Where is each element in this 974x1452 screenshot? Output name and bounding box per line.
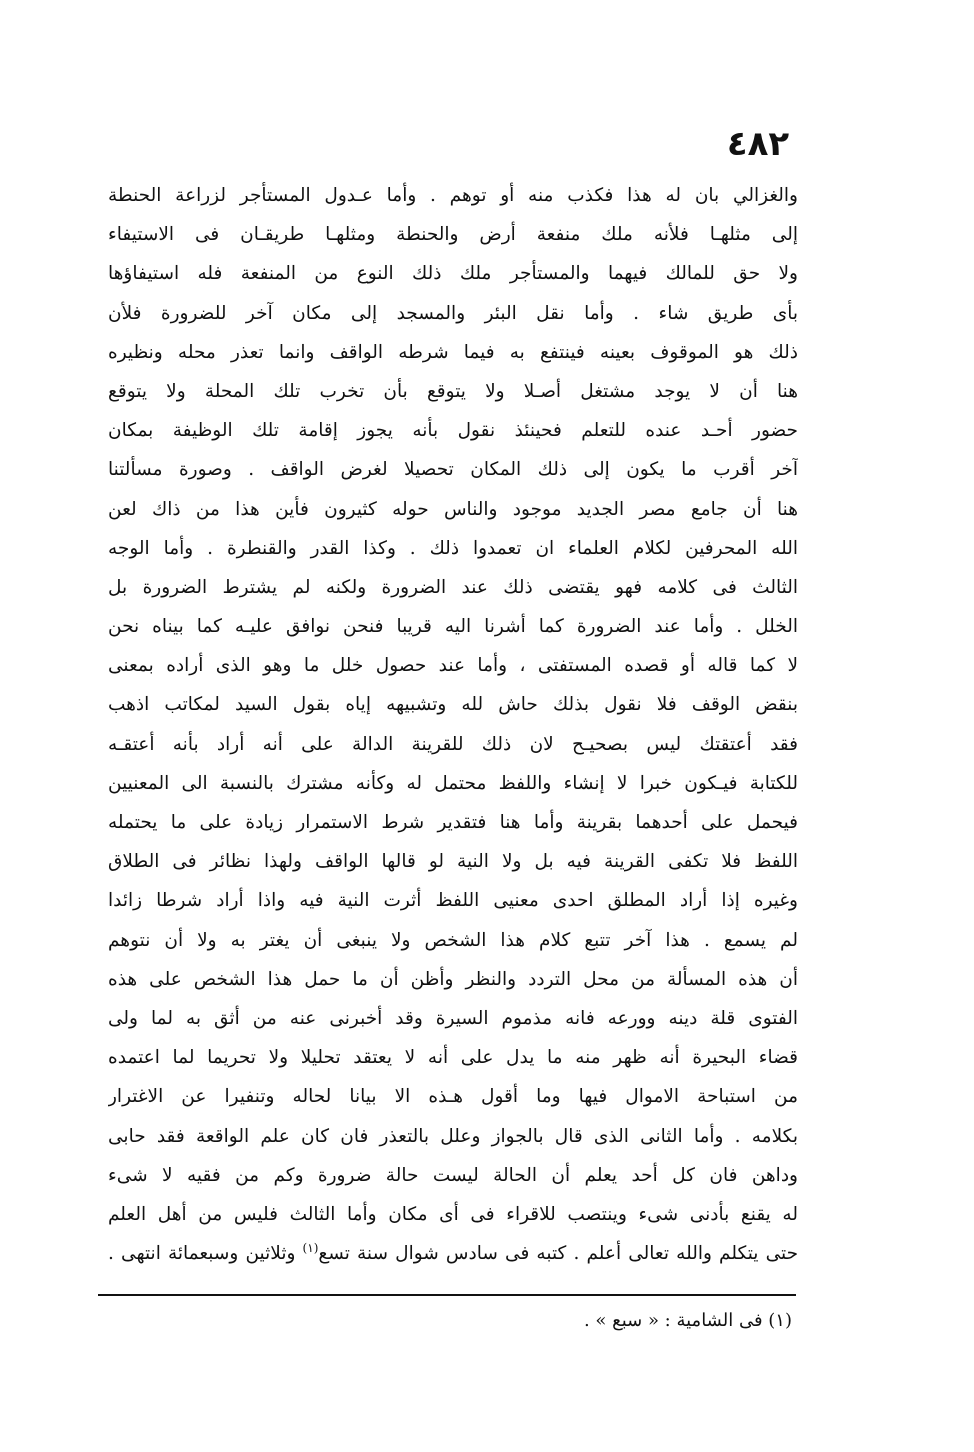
text-line: بأى طريق شاء . وأما نقل البئر والمسجد إلى مكان آخر للضرورة فلأن <box>108 302 798 324</box>
text-line: إلى مثلهـا فلأنه ملك منفعة أرض والحنطة ومثلهـا طريقـان فى الاستيفاء <box>108 224 798 246</box>
text-line: وداهن فان كل أحد يعلم أن الحالة ليست حالة ضرورة وكم من فقيه لا شىء <box>108 1164 798 1186</box>
text-line: الله المحرفين لكلام العلماء ان تعمدوا ذلك . وكذا القدر والقنطرة . وأما الوجه <box>108 537 798 559</box>
text-line: ذلك هو الموقوف بعينه فينتفع به فيما شرطه الواقف وانما تعذر محله ونظيره <box>108 341 798 363</box>
text-line: بكلامه . وأما الثانى الذى قال بالجواز وعلل بالتعذر فان كان علم الواقعة فقد حابى <box>108 1125 798 1147</box>
text-line: الفتوى قلة دينه وورعه فانه مذموم السيرة وقد أخبرنى عنه من أثق به لما ولى <box>108 1007 798 1029</box>
text-line: بنقض الوقف فلا نقول بذلك حاش لله وتشبيهه إياه بقول السيد لمكاتب اذهب <box>108 694 798 716</box>
text-line: آخر أقرب ما يكون إلى ذلك المكان تحصيلا لغرض الواقف . وصورة مسألتنا <box>108 459 798 481</box>
text-line: حضور أحـد عنده للتعلم فحينئذ نقول بأنه يجوز إقامة تلك الوظيفة بمكان <box>108 420 798 442</box>
final-line-start: حتى يتكلم والله تعالى أعلم . كتبه فى سادس شوال سنة تسع <box>318 1243 798 1265</box>
text-line: وغيره إذا أراد المطلق احدى معنيى اللفظ أثرت النية فيه واذا أراد شرطا زائدا <box>108 890 798 912</box>
text-line: لم يسمع . هذا آخر تتبع كلام هذا الشخص ولا ينبغى أن يغتر به ولا أن نتوهم <box>108 929 798 951</box>
final-line-end: وثلاثين وسبعمائة انتهى . <box>108 1243 303 1265</box>
text-line: أن هذه المسألة من محل التردد والنظر وأظن أن ما حمل هذا الشخص على هذه <box>108 968 798 990</box>
text-line: اللفظ فلا تكفى القرينة فيه بل ولا النية لو قالها الواقف ولهذا نظائر فى الطلاق <box>108 851 798 873</box>
text-line: لا كما قاله أو قصده المستفتى ، وأما عند حصول خلل ما وهو الذى أراده بمعنى <box>108 655 798 677</box>
text-line: هنا أن لا يوجد مشتغل أصـلا ولا يتوقع بأن تخرب تلك المحلة ولا يتوقع <box>108 380 798 402</box>
text-line: ولا حق للمالك فيهما والمستأجر ملك ذلك النوع من المنفعة فله استيفاؤها <box>108 263 798 285</box>
text-line: فيحمل على أحدهما بقرينة وأما هنا فتقدير شرط الاستمرار زيادة على ما يحتمله <box>108 812 798 833</box>
text-line: قضاء البحيرة أنه ظهر منه ما يدل على أنه لا يعتقد تحليلا ولا تحريما لما اعتمده <box>108 1047 798 1069</box>
text-line: هنا أن جامع مصر الجديد موجود والناس حوله كثيرون فأين هذا من ذاك لعن <box>108 498 798 520</box>
page-number: ٤٨٢ <box>726 124 790 164</box>
text-line: له يقنع بأدنى شىء وينتصب للاقراء فى أى مكان وأما الثالث فليس من أهل العلم <box>108 1203 798 1225</box>
footnote-divider <box>98 1294 796 1296</box>
text-line: الثالث فى كلامه فهو يقتضى ذلك عند الضرورة ولكنه لم يشترط الضرورة بل <box>108 576 798 598</box>
text-line: فقد أعتقتك ليس بصحيـح لان ذلك للقرينة الدالة على أنه أراد بأنه أعتقـه <box>108 733 798 755</box>
text-line: والغزالي بان له هذا فكذب منه أو توهم . وأما عـدول المستأجر لزراعة الحنطة <box>108 185 798 206</box>
main-text <box>108 176 798 1273</box>
text-line: الخلل . وأما عند الضرورة كما أشرنا اليه قريبا فنحن نوافق عليـه كما بيناه نحن <box>108 616 798 638</box>
text-line: للكتابة فيـكون خبرا لا إنشاء واللفظ محتمل له وكأنه مشترك بالنسبة الى المعنيين <box>108 772 798 794</box>
text-line-final <box>108 1234 798 1273</box>
text-line: من استباحة الاموال فيها وما أقول هـذه الا بيانا لحاله وتنفيرا عن الاغترار <box>108 1086 798 1108</box>
footnote: (١) فى الشامية : « سبع » . <box>583 1310 792 1331</box>
footnote-reference: (١) <box>302 1240 319 1255</box>
